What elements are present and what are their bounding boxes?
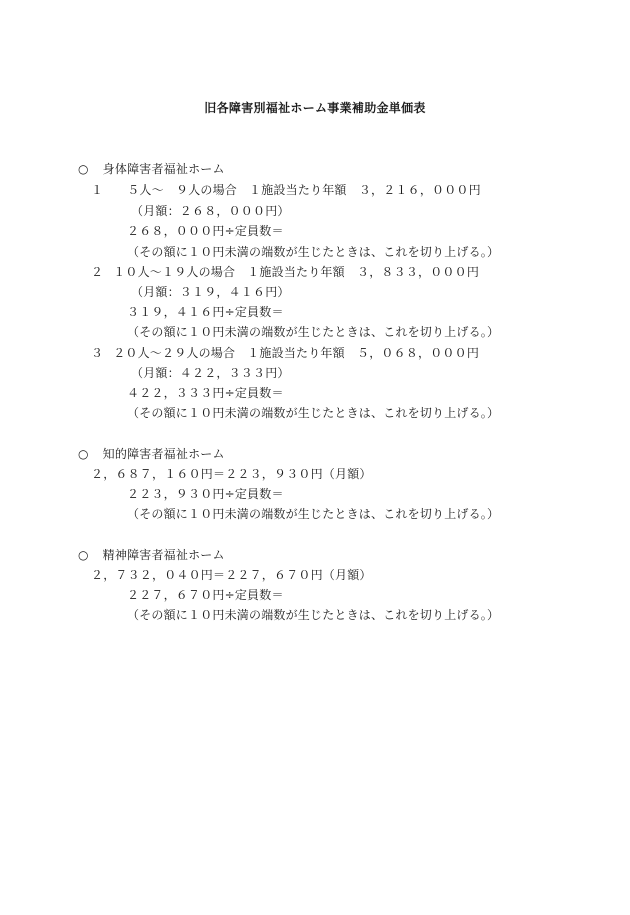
item-note-1: （その額に１０円未満の端数が生じたときは、これを切り上げる。）	[127, 245, 500, 259]
document-title: 旧各障害別福祉ホーム事業補助金単価表	[204, 101, 426, 115]
item-row-2	[91, 265, 479, 279]
item-monthly-1: （月額：２６８，０００円）	[131, 204, 290, 218]
circle-marker-icon: ○	[78, 162, 89, 176]
section-heading-label: 身体障害者福祉ホーム	[102, 162, 225, 176]
item-number: １	[91, 183, 104, 197]
item-annual: １施設当たり年額 ３，８３３，０００円	[247, 265, 480, 279]
item-annual: １施設当たり年額 ３，２１６，０００円	[249, 183, 481, 197]
item-number: ３	[91, 346, 104, 360]
section-formula: ２２３，９３０円÷定員数＝	[127, 487, 284, 501]
section-formula: ２２７，６７０円÷定員数＝	[127, 588, 284, 602]
section-heading-label: 知的障害者福祉ホーム	[102, 447, 225, 461]
section-note: （その額に１０円未満の端数が生じたときは、これを切り上げる。）	[127, 608, 500, 622]
item-formula-2: ３１９，４１６円÷定員数＝	[127, 305, 284, 319]
item-note-2: （その額に１０円未満の端数が生じたときは、これを切り上げる。）	[127, 325, 500, 339]
item-range: ５人～ ９人の場合	[127, 183, 238, 197]
item-row-3	[91, 346, 479, 360]
section-amount-line: ２，７３２，０４０円＝２２７，６７０円（月額）	[91, 568, 372, 582]
circle-marker-icon: ○	[78, 548, 89, 562]
item-number: ２	[91, 265, 104, 279]
circle-marker-icon: ○	[78, 447, 89, 461]
item-formula-3: ４２２，３３３円÷定員数＝	[127, 386, 284, 400]
section-heading-mental	[78, 548, 225, 562]
item-annual: １施設当たり年額 ５，０６８，０００円	[247, 346, 480, 360]
item-range: １０人～１９人の場合	[113, 265, 236, 279]
section-heading-physical	[78, 162, 225, 176]
item-note-3: （その額に１０円未満の端数が生じたときは、これを切り上げる。）	[127, 406, 500, 420]
item-monthly-3: （月額：４２２，３３３円）	[131, 366, 290, 380]
item-monthly-2: （月額：３１９，４１６円）	[131, 285, 290, 299]
item-row-1	[91, 183, 481, 197]
item-range: ２０人～２９人の場合	[113, 346, 236, 360]
item-formula-1: ２６８，０００円÷定員数＝	[127, 224, 284, 238]
section-note: （その額に１０円未満の端数が生じたときは、これを切り上げる。）	[127, 507, 500, 521]
section-amount-line: ２，６８７，１６０円＝２２３，９３０円（月額）	[91, 467, 372, 481]
section-heading-intellectual	[78, 447, 225, 461]
section-heading-label: 精神障害者福祉ホーム	[102, 548, 225, 562]
